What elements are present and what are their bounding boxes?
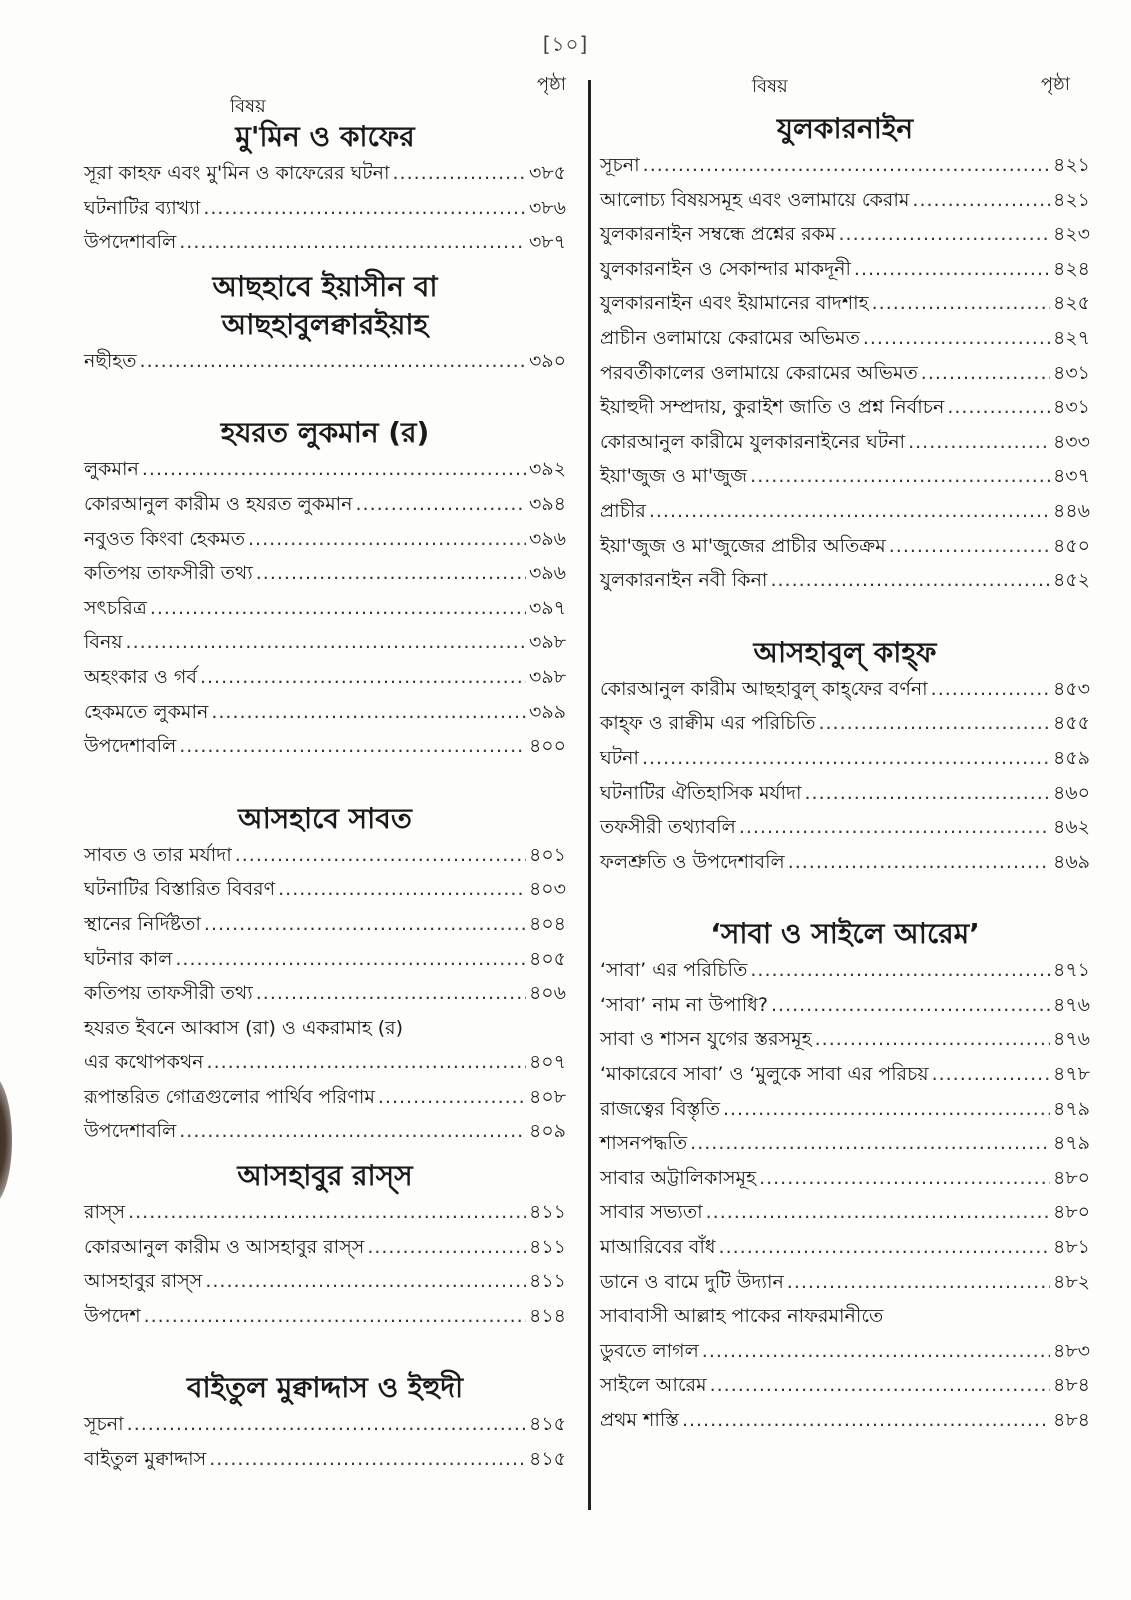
entry-page-number: ৩৯৬ <box>528 527 566 550</box>
entry-page-number: ৩৯২ <box>528 458 566 481</box>
dot-leader <box>256 556 526 591</box>
toc-entry[interactable] <box>84 1299 566 1334</box>
toc-entry[interactable] <box>600 183 1090 218</box>
entry-title: নবুওত কিংবা হেকমত <box>84 527 246 550</box>
entry-page-number: ৪৭৯ <box>1052 1132 1090 1155</box>
entry-page-number: ৪৫৫ <box>1053 712 1090 735</box>
entry-title: সাবত ও তার মর্যাদা <box>84 843 232 866</box>
entry-title: কোরআনুল কারীম আছহাবুল্‌ কাহ্‌ফের বর্ণনা <box>600 677 928 700</box>
toc-entry[interactable] <box>84 1011 566 1046</box>
toc-entry[interactable] <box>600 1265 1090 1300</box>
dot-leader <box>142 452 526 487</box>
section-title: যুলকারনাইন <box>776 112 914 145</box>
entry-title: ‘সাবা’ এর পরিচিতি <box>600 959 748 982</box>
dot-leader <box>750 953 1050 988</box>
dot-leader <box>256 976 526 1011</box>
entry-title: কতিপয় তাফসীরী তথ্য <box>84 562 253 585</box>
entry-page-number: ৪০৪ <box>528 912 566 935</box>
entry-title: শাসনপদ্ধতি <box>600 1132 688 1155</box>
dot-leader <box>815 1022 1050 1057</box>
entry-title: পরবর্তীকালের ওলামায়ে কেরামের অভিমত <box>600 361 918 384</box>
entry-title: সাবার অট্টালিকাসমূহ <box>600 1166 757 1189</box>
dot-leader <box>204 907 526 942</box>
entry-page-number: ৪৫০ <box>1052 534 1090 557</box>
dot-leader <box>770 563 1050 598</box>
dot-leader <box>863 321 1050 356</box>
section-spacer <box>600 879 1090 915</box>
toc-entry[interactable] <box>84 1264 566 1299</box>
toc-entry[interactable] <box>84 1045 566 1080</box>
toc-entry[interactable] <box>84 1080 566 1115</box>
dot-leader <box>179 225 526 260</box>
entry-title: ডুবতে লাগল <box>600 1339 699 1362</box>
dot-leader <box>211 695 526 730</box>
entry-title: সাবার সভ্যতা <box>600 1201 703 1224</box>
entry-title: সৎচরিত্র <box>84 596 147 619</box>
dot-leader <box>788 845 1050 880</box>
toc-section <box>600 634 1090 880</box>
entry-title: রূপান্তরিত গোত্রগুলোর পার্থিব পরিণাম <box>84 1085 375 1108</box>
entry-page-number: ৪১৫ <box>529 1448 566 1471</box>
dot-leader <box>912 183 1050 218</box>
entry-page-number: ৪৬২ <box>1052 816 1090 839</box>
entry-title: ঘটনাটির ব্যাখ্যা <box>84 196 201 219</box>
dot-leader <box>839 217 1050 252</box>
entry-page-number: ৪০৬ <box>528 982 566 1005</box>
section-title: বাইতুল মুক্বাদ্দাস ও ইহুদী <box>186 1371 464 1405</box>
toc-left-column <box>84 70 566 1477</box>
toc-entry[interactable] <box>84 660 566 695</box>
entry-title: আসহাবুর রাস্‌স <box>84 1270 203 1293</box>
toc-entry[interactable] <box>600 1161 1090 1196</box>
entry-page-number: ৪৩৭ <box>1052 465 1090 488</box>
section-title: আছহাবুলক্বারইয়াহ <box>221 307 429 341</box>
entry-page-number: ৪২৭ <box>1052 326 1090 349</box>
toc-entry[interactable] <box>600 321 1090 356</box>
entry-page-number: ৪৮০ <box>1052 1166 1090 1189</box>
toc-section <box>600 110 1090 598</box>
entry-page-number: ৪৭৬ <box>1052 993 1090 1016</box>
entry-page-number: ৪৫২ <box>1052 569 1090 592</box>
entry-title: সূরা কাহফ এবং মু'মিন ও কাফেরের ঘটনা <box>84 162 390 184</box>
dot-leader <box>908 425 1050 460</box>
entry-page-number: ৩৯৮ <box>528 631 566 654</box>
entry-page-number: ৪২১ <box>1052 188 1090 211</box>
dot-leader <box>393 156 526 191</box>
section-spacer <box>84 260 566 268</box>
toc-entry[interactable] <box>84 225 566 260</box>
entry-title: কোরআনুল কারীমে যুলকারনাইনের ঘটনা <box>600 430 906 453</box>
entry-title: সাইলে আরেম <box>600 1374 707 1397</box>
section-spacer <box>84 1333 566 1369</box>
toc-entry[interactable] <box>84 1195 566 1230</box>
section-spacer <box>84 1149 566 1157</box>
dot-leader <box>690 1126 1050 1161</box>
section-spacer <box>84 110 566 118</box>
dot-leader <box>932 1057 1050 1092</box>
page-number: [১০] <box>542 32 589 56</box>
entry-title: ঘটনাটির ঐতিহাসিক মর্যাদা <box>600 781 802 804</box>
toc-entry[interactable] <box>600 1057 1090 1092</box>
dot-leader <box>787 1265 1050 1300</box>
dot-leader <box>205 1264 526 1299</box>
entry-page-number: ৪৩৩ <box>1052 430 1090 453</box>
dot-leader <box>649 494 1050 529</box>
toc-entry[interactable] <box>84 976 566 1011</box>
section-spacer <box>84 378 566 414</box>
entry-page-number: ৩৯৯ <box>528 700 566 723</box>
dot-leader <box>209 1442 526 1477</box>
toc-entry[interactable] <box>600 1299 1090 1334</box>
entry-title: ইয়াহুদী সম্প্রদায়, কুরাইশ জাতি ও প্রশ্ন নির্বাচন <box>600 396 945 419</box>
toc-entry[interactable] <box>84 344 566 379</box>
entry-page-number: ৪৫৩ <box>1052 677 1090 700</box>
entry-page-number: ৪৪৬ <box>1052 499 1090 522</box>
sections <box>600 110 1090 1438</box>
entry-title: ডানে ও বামে দুটি উদ্যান <box>600 1270 784 1293</box>
entry-page-number: ৩৮৭ <box>528 231 566 254</box>
entry-title: ঘটনা <box>600 746 639 769</box>
toc-entry[interactable] <box>600 459 1090 494</box>
entry-title: নছীহত <box>84 349 137 372</box>
dot-leader <box>356 487 526 522</box>
toc-entry[interactable] <box>84 1230 566 1265</box>
toc-section <box>84 414 566 763</box>
entry-title: মাআরিবের বাঁধ <box>600 1236 716 1259</box>
toc-section <box>600 915 1090 1437</box>
dot-leader <box>235 838 526 873</box>
toc-entry[interactable] <box>84 1442 566 1477</box>
entry-page-number: ৪৮৪ <box>1053 1374 1090 1397</box>
entry-title: যুলকারনাইন সম্বন্ধে প্রশ্নের রকম <box>600 223 836 246</box>
entry-page-number: ৪১১ <box>529 1270 566 1293</box>
toc-entry[interactable] <box>84 1114 566 1149</box>
entry-page-number: ৪২৫ <box>1052 292 1090 315</box>
dot-leader <box>127 1407 526 1442</box>
entry-title: কোরআনুল কারীম ও হযরত লুকমান <box>84 492 353 515</box>
toc-entry[interactable] <box>600 741 1090 776</box>
toc-entry[interactable] <box>600 810 1090 845</box>
entry-page-number: ৪১১ <box>529 1201 566 1224</box>
entry-page-number: ৪০০ <box>528 735 566 758</box>
entry-title: যুলকারনাইন এবং ইয়ামানের বাদশাহ <box>600 292 869 315</box>
entry-page-number: ৪৮৪ <box>1053 1409 1090 1431</box>
toc-entry[interactable] <box>600 672 1090 707</box>
entry-title: উপদেশাবলি <box>84 231 177 254</box>
column-divider <box>588 80 591 1510</box>
entry-title: যুলকারনাইন ও সেকান্দার মাকদূনী <box>600 257 851 280</box>
section-title: আসহাবে সাবত <box>238 801 412 835</box>
sections <box>84 110 566 1477</box>
dot-leader <box>643 148 1050 183</box>
dot-leader <box>150 591 526 626</box>
dot-leader <box>947 390 1050 425</box>
toc-right-column <box>600 70 1090 1438</box>
dot-leader <box>889 529 1050 564</box>
toc-entry[interactable] <box>84 729 566 764</box>
section-spacer <box>84 764 566 800</box>
entry-page-number: ৩৯৬ <box>528 562 566 585</box>
toc-entry[interactable] <box>600 988 1090 1023</box>
entry-page-number: ৪২১ <box>1052 154 1090 176</box>
dot-leader <box>750 459 1050 494</box>
dot-leader <box>126 625 526 660</box>
entry-title: উপদেশাবলি <box>84 1120 177 1143</box>
toc-entry[interactable] <box>600 494 1090 529</box>
entry-title: রাজত্বের বিস্তৃতি <box>600 1097 720 1120</box>
toc-entry[interactable] <box>600 706 1090 741</box>
entry-title: স্থানের নির্দিষ্টতা <box>84 912 201 935</box>
toc-entry[interactable] <box>84 591 566 626</box>
section-spacer <box>600 598 1090 634</box>
toc-entry[interactable] <box>600 425 1090 460</box>
entry-title: ‘মাকারেবে সাবা’ ও ‘মুলুকে সাবা এর পরিচয় <box>600 1063 929 1086</box>
dot-leader <box>723 1092 1050 1127</box>
entry-page-number: ৪০৫ <box>528 947 566 970</box>
entry-title: বিনয় <box>84 631 123 654</box>
entry-title: আলোচ্য বিষয়সমূহ এবং ওলামায়ে কেরাম <box>600 188 910 211</box>
page-heading: পৃষ্ঠা <box>536 74 566 95</box>
entry-title: ঘটনাটির বিস্তারিত বিবরণ <box>84 878 276 901</box>
dot-leader <box>719 1230 1050 1265</box>
entry-page-number: ৪২৩ <box>1052 223 1090 246</box>
entry-page-number: ৪৩১ <box>1052 361 1090 384</box>
entry-page-number: ৪১৪ <box>529 1304 566 1327</box>
dot-leader <box>931 672 1050 707</box>
dot-leader <box>854 252 1050 287</box>
dot-leader <box>179 1114 526 1149</box>
entry-title: হেকমতে লুকমান <box>84 700 209 723</box>
toc-section <box>84 268 566 379</box>
dot-leader <box>175 942 526 977</box>
toc-entry[interactable] <box>600 217 1090 252</box>
toc-entry[interactable] <box>84 487 566 522</box>
entry-page-number: ৪৭৯ <box>1052 1097 1090 1120</box>
entry-page-number: ৪০১ <box>528 843 566 866</box>
toc-entry[interactable] <box>600 776 1090 811</box>
entry-page-number: ৩৮৬ <box>528 196 566 219</box>
dot-leader <box>367 1230 526 1265</box>
entry-page-number: ৪৭৬ <box>1052 1028 1090 1051</box>
dot-leader <box>378 1080 526 1115</box>
entry-title: সাবাবাসী আল্লাহ পাকের নাফরমানীতে <box>600 1305 884 1328</box>
entry-title: সূচনা <box>84 1413 124 1436</box>
dot-leader <box>200 660 526 695</box>
toc-entry[interactable] <box>600 1368 1090 1403</box>
entry-title: এর কথোপকথন <box>84 1051 204 1074</box>
toc-entry[interactable] <box>84 907 566 942</box>
toc-entry[interactable] <box>600 1126 1090 1161</box>
subject-heading: বিষয় <box>752 76 788 97</box>
dot-leader <box>872 286 1050 321</box>
toc-entry[interactable] <box>600 1195 1090 1230</box>
toc-entry[interactable] <box>84 942 566 977</box>
entry-page-number: ৪৭১ <box>1052 959 1090 982</box>
entry-page-number: ৩৯৮ <box>528 665 566 688</box>
entry-page-number: ৩৯৪ <box>528 492 566 515</box>
toc-entry[interactable] <box>84 556 566 591</box>
entry-title: অহংকার ও গর্ব <box>84 665 197 688</box>
entry-title: উপদেশাবলি <box>84 735 177 758</box>
entry-title: যুলকারনাইন নবী কিনা <box>600 569 768 592</box>
dot-leader <box>921 356 1050 391</box>
dot-leader <box>682 1403 1050 1438</box>
section-title: ‘সাবা ও সাইলে আরেম’ <box>710 917 980 951</box>
entry-page-number: ৪০৩ <box>528 878 566 901</box>
toc-entry[interactable] <box>600 529 1090 564</box>
entry-page-number: ৪১৫ <box>529 1413 566 1436</box>
dot-leader <box>759 1161 1050 1196</box>
entry-title: ইয়া'জুজ ও মা'জুজ <box>600 465 748 488</box>
entry-page-number: ৪৬৯ <box>1052 850 1090 873</box>
entry-page-number: ৪০৯ <box>528 1120 566 1143</box>
section-title: আছহাবে ইয়াসীন বা <box>212 269 438 303</box>
dot-leader <box>706 1195 1050 1230</box>
entry-title: কাহ্‌ফ ও রাক্বীম এর পরিচিতি <box>600 712 816 735</box>
subject-heading: বিষয় <box>230 96 266 117</box>
dot-leader <box>140 344 526 379</box>
toc-entry[interactable] <box>600 390 1090 425</box>
entry-page-number: ৪০৭ <box>528 1051 566 1074</box>
dot-leader <box>642 741 1050 776</box>
entry-page-number: ৩৯০ <box>528 349 566 372</box>
entry-title: কতিপয় তাফসীরী তথ্য <box>84 982 253 1005</box>
dot-leader <box>739 810 1050 845</box>
toc-entry[interactable] <box>600 1022 1090 1057</box>
entry-page-number: ৪৮১ <box>1053 1236 1090 1259</box>
toc-entry[interactable] <box>600 845 1090 880</box>
dot-leader <box>278 872 526 907</box>
entry-title: রাস্‌স <box>84 1201 126 1224</box>
thumb-shadow <box>0 1075 12 1205</box>
entry-title: প্রাচীন ওলামায়ে কেরামের অভিমত <box>600 326 860 349</box>
entry-title: লুকমান <box>84 458 139 481</box>
entry-page-number: ৩৯৭ <box>528 596 566 619</box>
section-title: মু'মিন ও কাফের <box>235 120 415 153</box>
toc-entry[interactable] <box>600 953 1090 988</box>
section-title: আসহাবুর রাস্‌স <box>237 1159 413 1193</box>
dot-leader <box>248 522 526 557</box>
toc-entry[interactable] <box>600 1403 1090 1438</box>
entry-title: কোরআনুল কারীম ও আসহাবুর রাস্‌স <box>84 1235 365 1258</box>
entry-title: প্রথম শাস্তি <box>600 1409 679 1431</box>
toc-entry[interactable] <box>84 625 566 660</box>
dot-leader <box>710 1368 1050 1403</box>
toc-entry[interactable] <box>84 838 566 873</box>
column-header <box>84 70 566 117</box>
entry-title: সূচনা <box>600 154 640 176</box>
entry-page-number: ৪২৪ <box>1052 257 1090 280</box>
toc-entry[interactable] <box>84 156 566 191</box>
dot-leader <box>203 191 526 226</box>
section-title: আসহাবুল্‌ কাহ্‌ফ <box>753 635 937 669</box>
entry-title: প্রাচীর <box>600 499 646 522</box>
toc-section <box>84 800 566 1149</box>
entry-page-number: ৪৩১ <box>1052 396 1090 419</box>
toc-section <box>84 1369 566 1476</box>
toc-entry[interactable] <box>600 148 1090 183</box>
entry-title: সাবা ও শাসন যুগের স্তরসমূহ <box>600 1028 812 1051</box>
toc-entry[interactable] <box>84 191 566 226</box>
toc-entry[interactable] <box>84 452 566 487</box>
entry-page-number: ৪৮০ <box>1052 1201 1090 1224</box>
column-header <box>600 70 1090 110</box>
section-title: হযরত লুকমান (র) <box>220 416 430 450</box>
dot-leader <box>207 1045 526 1080</box>
page-heading: পৃষ্ঠা <box>1040 74 1070 95</box>
entry-title: হযরত ইবনে আব্বাস (রা) ও একরামাহ (র) <box>84 1016 404 1039</box>
entry-title: উপদেশ <box>84 1304 141 1327</box>
toc-entry[interactable] <box>84 872 566 907</box>
toc-entry[interactable] <box>84 522 566 557</box>
entry-page-number: ৪৫৯ <box>1053 746 1090 769</box>
dot-leader <box>771 988 1050 1023</box>
entry-page-number: ৪৮২ <box>1052 1270 1090 1293</box>
entry-title: ‘সাবা’ নাম না উপাধি? <box>600 993 768 1016</box>
toc-entry[interactable] <box>600 1092 1090 1127</box>
toc-entry[interactable] <box>84 695 566 730</box>
toc-section <box>84 118 566 260</box>
entry-page-number: ৪১১ <box>529 1235 566 1258</box>
toc-section <box>84 1157 566 1333</box>
toc-entry[interactable] <box>600 1230 1090 1265</box>
entry-page-number: ৪৭৮ <box>1052 1063 1090 1086</box>
toc-entry[interactable] <box>600 1334 1090 1369</box>
dot-leader <box>702 1334 1050 1369</box>
toc-entry[interactable] <box>600 563 1090 598</box>
entry-title: ফলশ্রুতি ও উপদেশাবলি <box>600 850 785 873</box>
entry-page-number: ৩৮৫ <box>528 162 566 184</box>
entry-title: ঘটনার কাল <box>84 947 173 970</box>
dot-leader <box>128 1195 526 1230</box>
dot-leader <box>179 729 526 764</box>
toc-entry[interactable] <box>600 286 1090 321</box>
entry-title: বাইতুল মুক্বাদ্দাস <box>84 1448 207 1471</box>
entry-page-number: ৪৬০ <box>1052 781 1090 804</box>
dot-leader <box>818 706 1050 741</box>
entry-page-number: ৪৮৩ <box>1052 1339 1090 1362</box>
entry-page-number: ৪০৮ <box>528 1085 566 1108</box>
dot-leader <box>805 776 1050 811</box>
toc-entry[interactable] <box>600 252 1090 287</box>
toc-entry[interactable] <box>84 1407 566 1442</box>
entry-title: ইয়া'জুজ ও মা'জুজের প্রাচীর অতিক্রম <box>600 534 886 557</box>
dot-leader <box>144 1299 526 1334</box>
toc-entry[interactable] <box>600 356 1090 391</box>
entry-title: তফসীরী তথ্যাবলি <box>600 816 736 839</box>
